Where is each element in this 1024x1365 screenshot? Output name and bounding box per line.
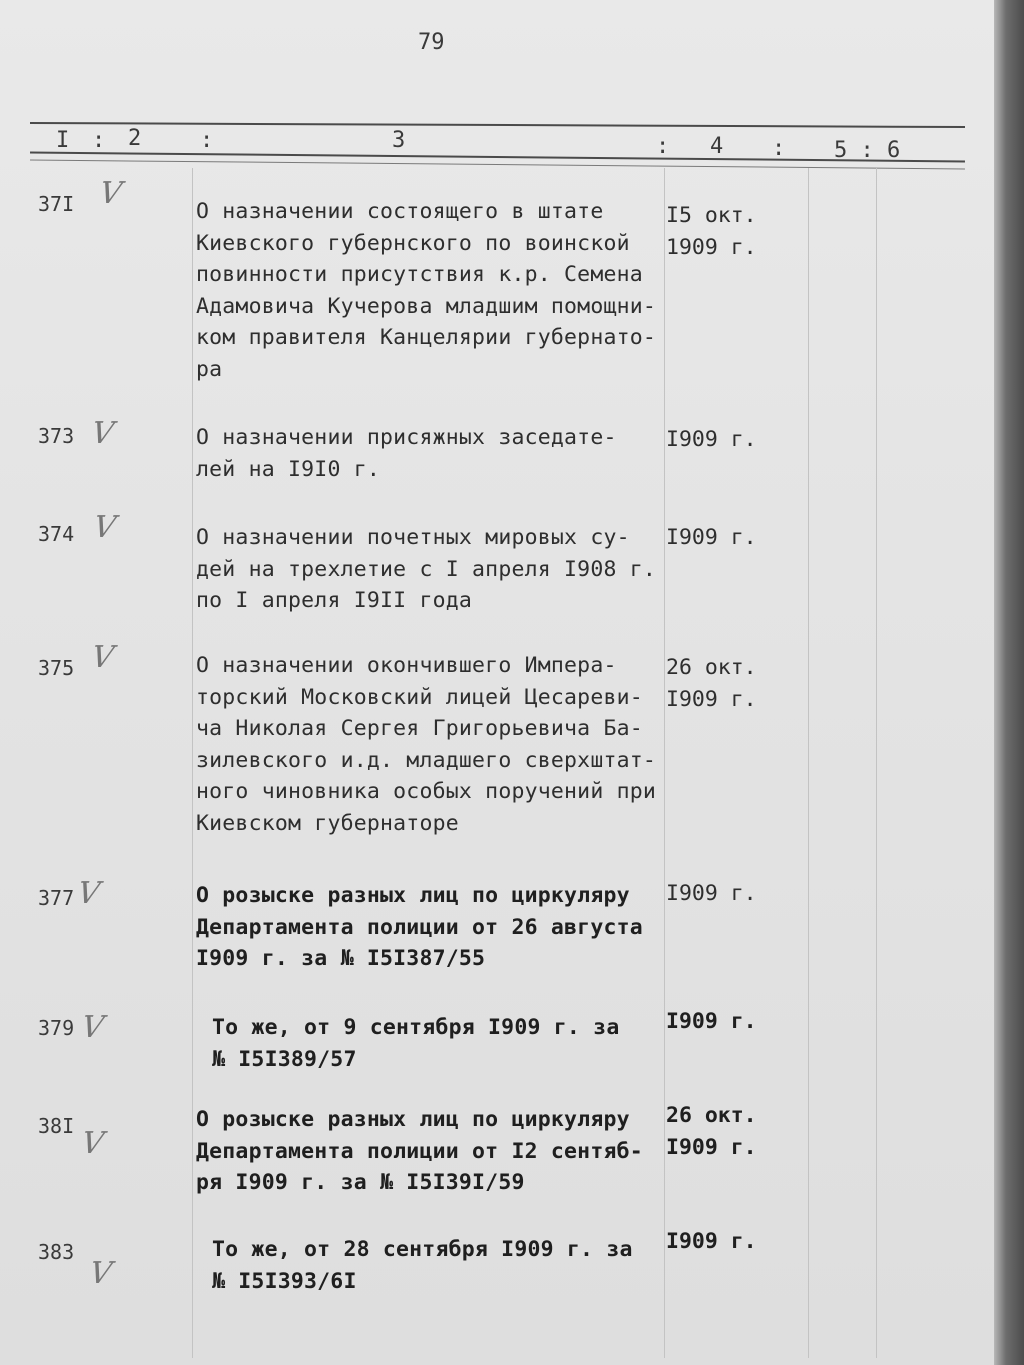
entry-date: I909 г.: [666, 1009, 757, 1034]
column-header-4: 4: [710, 134, 724, 159]
column-header-1: I: [56, 128, 70, 153]
column-header-separator: :: [92, 128, 106, 153]
check-mark-icon: V: [79, 1126, 107, 1161]
entry-number: 377: [38, 886, 75, 910]
entry-date: I5 окт. 1909 г.: [666, 203, 757, 260]
header-top-rule: [30, 122, 965, 128]
entry-number: 374: [38, 522, 75, 546]
entry-title: То же, от 28 сентября I909 г. за № I5I393/6I: [212, 1237, 633, 1294]
entry-date: 26 окт. I909 г.: [666, 655, 757, 712]
check-mark-icon: V: [79, 1010, 107, 1045]
entry-date: 26 окт. I909 г.: [666, 1103, 757, 1160]
entry-date: I909 г.: [666, 525, 757, 550]
column-header-separator: :: [772, 136, 786, 161]
column-header-separator: :: [200, 128, 214, 153]
entry-number: 379: [38, 1016, 75, 1040]
column-header-3: 3: [392, 128, 406, 153]
entry-date: I909 г.: [666, 881, 757, 906]
check-mark-icon: V: [89, 640, 117, 675]
entry-number: 38I: [38, 1114, 75, 1138]
entry-date: I909 г.: [666, 1229, 757, 1254]
entry-title: О назначении почетных мировых су- дей на трехлетие с I апреля I908 г. по I апреля I9II года: [196, 525, 657, 613]
column-header-2: 2: [128, 126, 142, 151]
column-header-5-6: 5 : 6: [834, 138, 901, 163]
entry-date: I909 г.: [666, 427, 757, 452]
check-mark-icon: V: [89, 416, 117, 451]
entry-title: То же, от 9 сентября I909 г. за № I5I389/57: [212, 1015, 620, 1072]
book-binding-edge: [994, 0, 1024, 1365]
check-mark-icon: V: [97, 176, 125, 211]
entry-number: 375: [38, 656, 75, 680]
column-divider: [876, 168, 877, 1358]
column-divider: [808, 168, 809, 1358]
entry-number: 373: [38, 424, 75, 448]
column-divider: [192, 168, 193, 1358]
entry-title: О розыске разных лиц по циркуляру Департамента полиции от 26 августа I909 г. за № I5I387/55: [196, 883, 643, 971]
entry-title: О назначении присяжных заседате- лей на I9I0 г.: [196, 425, 617, 482]
entry-title: О назначении окончившего Импера- торский Московский лицей Цесареви- ча Николая Сергея Григорьевича Ба- зилевского и.д. младшего сверхштат- ного чиновника особых поручений при Киевском губернаторе: [196, 653, 657, 836]
entry-number: 383: [38, 1240, 75, 1264]
check-mark-icon: V: [87, 1256, 115, 1291]
entry-title: О назначении состоящего в штате Киевского губернского по воинской повинности присутствия к.р. Семена Адамовича Кучерова младшим помощни- ком правителя Канцелярии губернато- ра: [196, 199, 657, 382]
entry-title: О розыске разных лиц по циркуляру Департамента полиции от I2 сентяб- ря I909 г. за № I5I39I/59: [196, 1107, 643, 1195]
check-mark-icon: V: [75, 876, 103, 911]
entry-number: 37I: [38, 192, 75, 216]
column-header-separator: :: [656, 134, 670, 159]
page-number: 79: [418, 30, 445, 55]
check-mark-icon: V: [91, 510, 119, 545]
